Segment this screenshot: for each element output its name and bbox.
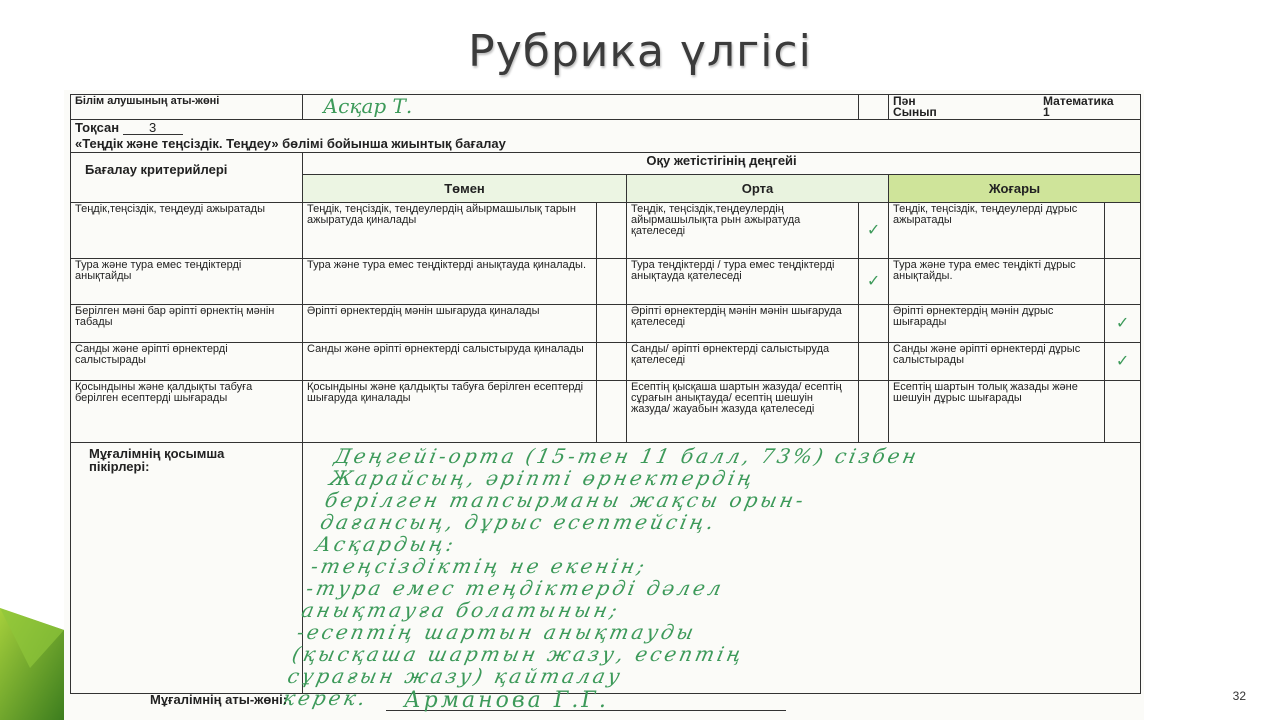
comments-label: Мұғалімнің қосымша пікірлері: — [71, 442, 303, 693]
check-mark-icon — [859, 380, 889, 442]
high-cell: Теңдік, теңсіздік, теңдеулерді дұрыс ажыратады — [889, 202, 1105, 258]
high-cell: Тура және тура емес теңдікті дұрыс анықтайды. — [889, 258, 1105, 304]
quarter-label: Тоқсан — [75, 120, 120, 135]
level-mid-header: Орта — [627, 174, 889, 202]
high-cell: Әріпті өрнектердің мәнін дұрыс шығарады — [889, 304, 1105, 342]
comment-line: берілген тапсырманы жақсы орын- — [322, 487, 809, 512]
criterion-cell: Қосындыны және қалдықты табуға берілген есептерді шығарады — [71, 380, 303, 442]
low-cell: Қосындыны және қалдықты табуға берілген есептерді шығаруда қиналады — [303, 380, 597, 442]
mid-cell: Есептің қысқаша шартын жазуда/ есептің сұрағын анықтауда/ есептің шешуін жазуда/ жауабын жазуда қателеседі — [627, 380, 859, 442]
comment-line: -есептің шартын анықтауды — [294, 619, 699, 644]
comment-line: Деңгейі-орта (15-тен 11 балл, 73%) сізбен — [332, 443, 922, 468]
comment-line: (қысқаша шартын жазу, есептің — [290, 641, 747, 666]
quarter-value: 3 — [123, 121, 183, 135]
level-low-header: Төмен — [303, 174, 627, 202]
rubric-scan — [64, 90, 1144, 720]
comment-line: -теңсіздіктің не екенін; — [308, 553, 650, 578]
criterion-cell: Теңдік,теңсіздік, теңдеуді ажыратады — [71, 202, 303, 258]
high-cell: Есептің шартын толық жазады және шешуін дұрыс шығарады — [889, 380, 1105, 442]
comment-line: Жарайсың, әріпті өрнектердің — [327, 465, 758, 490]
check-mark-icon: ✓ — [1105, 342, 1141, 380]
table-row — [71, 258, 1141, 304]
level-high-header: Жоғары — [889, 174, 1141, 202]
criterion-cell: Санды және әріпті өрнектерді салыстырады — [71, 342, 303, 380]
comment-line: сұрағын жазу) қайталау — [285, 663, 626, 688]
check-mark-icon — [859, 342, 889, 380]
mid-cell: Әріпті өрнектердің мәнін мәнін шығаруда қателеседі — [627, 304, 859, 342]
check-mark-icon: ✓ — [1105, 304, 1141, 342]
check-mark-icon — [859, 304, 889, 342]
grade-label: Сынып — [893, 105, 937, 119]
high-cell: Санды және әріпті өрнектерді дұрыс салыстырады — [889, 342, 1105, 380]
check-mark-icon: ✓ — [859, 202, 889, 258]
check-mark-icon — [1105, 380, 1141, 442]
table-row — [71, 304, 1141, 342]
comment-line: керек. — [280, 685, 371, 710]
comment-line: -тура емес теңдіктерді дәлел — [304, 575, 727, 600]
low-cell: Теңдік, теңсіздік, теңдеулердің айырмашылық тарын ажыратуда қиналады — [303, 202, 597, 258]
slide-number: 32 — [1232, 689, 1246, 703]
slide-title: Рубрика үлгісі — [468, 26, 812, 77]
comment-line: анықтауға болатынын; — [299, 597, 623, 622]
comment-line: Асқардың: — [313, 531, 459, 556]
criterion-cell: Берілген мәні бар әріпті өрнектің мәнін табады — [71, 304, 303, 342]
check-mark-icon — [1105, 202, 1141, 258]
comment-line: дағансың, дұрыс есептейсің. — [318, 509, 719, 534]
teacher-label: Мұғалімнің аты-жөні: — [150, 692, 288, 707]
criterion-cell: Тура және тура емес теңдіктерді анықтайды — [71, 258, 303, 304]
low-cell: Тура және тура емес теңдіктерді анықтауда қиналады. — [303, 258, 597, 304]
check-mark-icon: ✓ — [859, 258, 889, 304]
section-title: «Теңдік және теңсіздік. Теңдеу» бөлімі бойынша жиынтық бағалау — [71, 136, 1141, 152]
check-mark-icon — [1105, 258, 1141, 304]
subject-value: Математика — [1043, 94, 1114, 108]
achievement-header: Оқу жетістігінің деңгейі — [303, 152, 1141, 174]
subject-label: Пән — [893, 94, 916, 108]
grade-value: 1 — [1043, 105, 1050, 119]
low-cell: Санды және әріпті өрнектерді салыстыруда қиналады — [303, 342, 597, 380]
mid-cell: Тура теңдіктерді / тура емес теңдіктерді анықтауда қателеседі — [627, 258, 859, 304]
student-label: Білім алушының аты-жөні — [71, 95, 303, 120]
criteria-header: Бағалау критерийлері — [71, 152, 303, 202]
corner-decoration — [0, 608, 70, 720]
mid-cell: Теңдік, теңсіздік,теңдеулердің айырмашылықта рын ажыратуда қателеседі — [627, 202, 859, 258]
low-cell: Әріпті өрнектердің мәнін шығаруда қиналады — [303, 304, 597, 342]
table-row — [71, 380, 1141, 442]
teacher-name: Арманова Г.Г. — [404, 688, 609, 713]
mid-cell: Санды/ әріпті өрнектерді салыстыруда қателеседі — [627, 342, 859, 380]
table-row — [71, 342, 1141, 380]
table-row — [71, 202, 1141, 258]
student-name: Асқар Т. — [303, 95, 859, 120]
